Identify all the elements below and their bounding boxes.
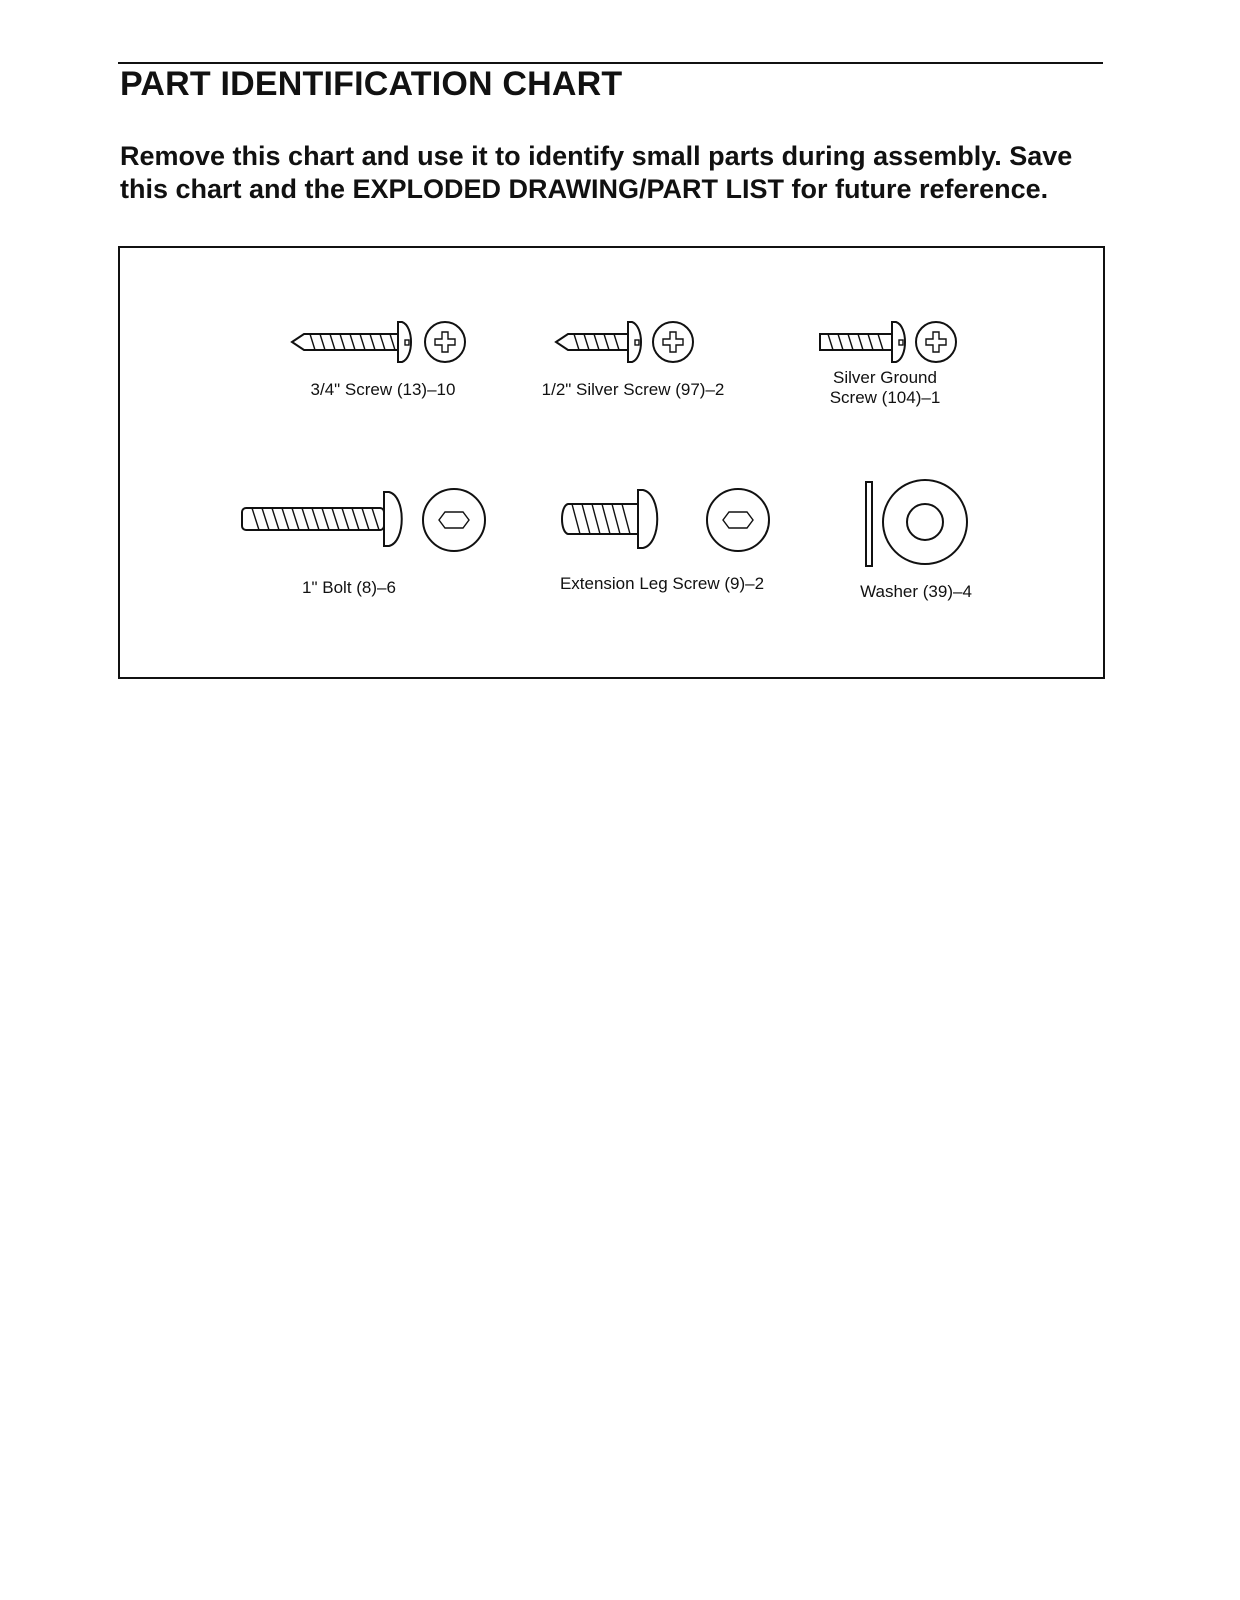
part-label: Extension Leg Screw (9)–2 (559, 574, 765, 593)
part-item (518, 314, 748, 404)
phillips-screw-icon (288, 314, 478, 374)
hex-bolt-icon (242, 482, 502, 552)
intro-text: Remove this chart and use it to identify small parts during assembly. Save this chart and the EXPLODED DRAWING/PART LIST for future reference. (120, 141, 1073, 204)
phillips-screw-icon (820, 314, 980, 374)
part-item (242, 482, 502, 597)
part-item (288, 314, 478, 404)
part-item (820, 314, 980, 424)
hex-bolt-icon (542, 482, 792, 552)
part-label: Washer (39)–4 (860, 582, 972, 601)
part-chart (118, 246, 1105, 679)
part-item (846, 480, 986, 600)
part-label: 3/4" Screw (13)–10 (310, 380, 456, 399)
part-label: 1/2" Silver Screw (97)–2 (541, 380, 725, 399)
phillips-screw-icon (518, 314, 748, 374)
washer-icon (846, 480, 986, 570)
part-label: Screw (104)–1 (829, 388, 941, 407)
part-item (542, 482, 792, 593)
part-label: 1" Bolt (8)–6 (302, 578, 396, 597)
part-label: Silver Ground (833, 368, 937, 387)
page-title: PART IDENTIFICATION CHART (120, 65, 623, 103)
